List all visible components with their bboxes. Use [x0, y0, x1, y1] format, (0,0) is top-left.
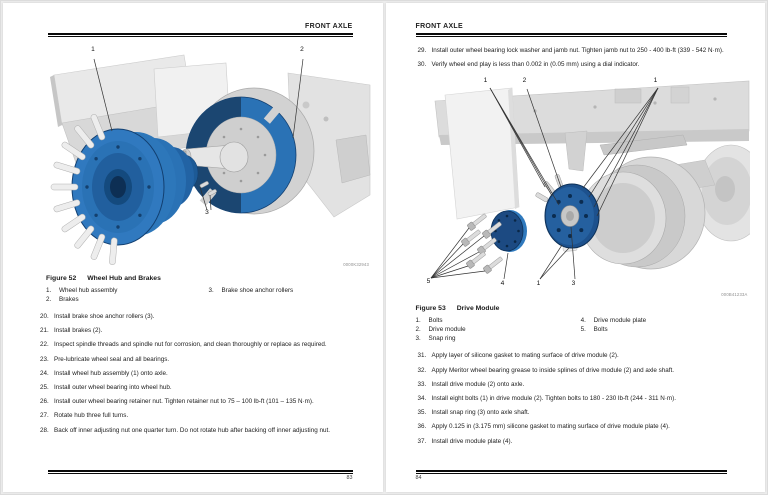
step-text: Install eight bolts (1) in drive module (2). Tighten bolts to 180 - 230 lb-ft (244 - 311 N·m). — [431, 394, 677, 402]
page-header-left: FRONT AXLE — [305, 23, 353, 30]
footer-rule — [416, 470, 728, 473]
procedure-step — [40, 327, 357, 335]
procedure-step — [40, 356, 357, 364]
step-text: Inspect spindle threads and spindle nut for corrosion, and clean thoroughly or replace as required. — [54, 341, 327, 349]
step-number: 31. — [417, 352, 427, 360]
callout-3: 3 — [205, 209, 209, 216]
figure-image-id: 0000K32943 — [343, 262, 369, 267]
figure-53-caption — [416, 305, 728, 312]
legend-item-text: Wheel hub assembly — [59, 287, 118, 294]
step-text: Install drive module (2) onto axle. — [431, 380, 525, 388]
page-header-right: FRONT AXLE — [415, 23, 463, 30]
step-text: Install drive module plate (4). — [431, 437, 513, 445]
step-number: 32. — [417, 366, 427, 374]
figure-52-caption — [46, 275, 353, 282]
legend-item-text: Snap ring — [428, 335, 456, 343]
mud-flap — [445, 88, 519, 219]
step-number: 25. — [40, 383, 49, 391]
step-text: Install snap ring (3) onto axle shaft. — [431, 409, 530, 417]
step-text: Apply layer of silicone gasket to mating surface of drive module (2). — [431, 352, 619, 360]
legend-column-1 — [46, 286, 208, 304]
legend-item — [46, 286, 208, 295]
step-number: 37. — [417, 437, 427, 445]
legend-column-2 — [208, 286, 352, 304]
step-text: Verify wheel end play is less than 0.002 in (0.05 mm) using a dial indicator. — [431, 61, 640, 69]
legend-item-text: Drive module — [428, 326, 466, 334]
legend-item — [581, 325, 727, 334]
figure-image-id: 000B41233A — [721, 292, 748, 298]
figure-title: Wheel Hub and Brakes — [87, 275, 161, 282]
step-number: 34. — [417, 394, 427, 402]
drive-module — [535, 174, 599, 248]
step-number: 33. — [417, 380, 427, 388]
legend-item-text: Bolts — [428, 317, 443, 325]
legend-item — [416, 316, 581, 325]
step-number: 35. — [417, 409, 427, 417]
legend-item-number: 3. — [415, 335, 421, 343]
callout-5: 5 — [426, 278, 431, 286]
step-number: 26. — [40, 398, 49, 406]
step-text: Install brakes (2). — [54, 327, 103, 335]
page-right — [386, 3, 766, 492]
legend-item-number: 2. — [415, 326, 421, 334]
figure-label: Figure 52 — [46, 275, 77, 282]
header-rule — [48, 33, 353, 37]
step-number: 28. — [40, 426, 49, 434]
legend-item — [416, 334, 581, 343]
callout-2: 2 — [300, 46, 304, 53]
procedure-step — [418, 352, 736, 360]
step-text: Install outer wheel bearing lock washer and jamb nut. Tighten jamb nut to 250 - 400 lb-ft (339 - 542 N·m). — [431, 47, 724, 54]
callout-2: 2 — [522, 77, 527, 85]
legend-column-1 — [416, 316, 581, 343]
step-text: Install outer wheel bearing into wheel hub. — [54, 383, 172, 391]
procedure-step — [418, 381, 736, 389]
procedure-steps-20-28 — [40, 313, 357, 434]
callout-3: 3 — [571, 280, 576, 288]
page-left — [3, 3, 383, 492]
legend-item-number: 3. — [208, 287, 214, 294]
procedure-step — [40, 370, 357, 378]
step-text: Apply 0.125 in (3.175 mm) silicone gasket to mating surface of drive module plate (4). — [431, 423, 670, 431]
procedure-step — [40, 384, 357, 392]
legend-item-text: Brake shoe anchor rollers — [221, 287, 294, 294]
callout-1a: 1 — [483, 77, 488, 85]
figure-53-legend — [416, 316, 728, 343]
step-text: Install brake shoe anchor rollers (3). — [54, 313, 155, 320]
callout-1c: 1 — [536, 280, 541, 288]
procedure-step — [40, 313, 357, 321]
figure-title: Drive Module — [456, 305, 500, 313]
callout-4: 4 — [500, 280, 505, 288]
page-footer-right — [416, 470, 728, 481]
procedure-step — [418, 367, 736, 375]
legend-item-text: Bolts — [593, 326, 608, 334]
step-number: 30. — [417, 61, 427, 69]
legend-item-number: 1. — [415, 317, 421, 325]
procedure-step — [418, 423, 736, 431]
step-text: Install outer wheel bearing retainer nut. Tighten retainer nut to 75 – 100 lb-ft (101 – 135 N·m). — [54, 398, 314, 406]
procedure-step — [418, 61, 736, 69]
legend-item — [208, 286, 352, 295]
legend-column-2 — [581, 316, 727, 343]
legend-item-number: 1. — [46, 287, 52, 294]
step-number: 22. — [40, 341, 49, 349]
step-number: 29. — [417, 47, 427, 54]
figure-label: Figure 53 — [415, 305, 446, 313]
figure-53-illustration — [415, 75, 750, 299]
legend-item — [416, 325, 581, 334]
drive-module-drawing — [415, 75, 750, 299]
procedure-step — [40, 427, 357, 435]
step-number: 27. — [40, 412, 49, 420]
step-text: Apply Meritor wheel bearing grease to inside splines of drive module (2) and axle shaft. — [431, 366, 675, 374]
callout-1b: 1 — [653, 77, 658, 85]
legend-item-number: 4. — [580, 317, 586, 325]
procedure-step — [418, 395, 736, 403]
header-rule — [416, 33, 728, 37]
page-number: 83 — [346, 475, 353, 481]
figure-52-legend — [46, 286, 353, 304]
procedure-step — [418, 409, 736, 417]
legend-item — [46, 295, 208, 304]
step-text: Back off inner adjusting nut one quarter turn. Do not rotate hub after backing off inner adjusting nut. — [54, 426, 330, 434]
procedure-steps-31-37 — [418, 352, 736, 445]
drive-module-plate — [491, 210, 527, 252]
callout-1: 1 — [91, 46, 95, 53]
legend-item — [581, 316, 727, 325]
legend-item-number: 5. — [580, 326, 586, 334]
procedure-step — [40, 341, 357, 349]
legend-item-text: Brakes — [59, 296, 79, 303]
legend-item-text: Drive module plate — [593, 317, 647, 325]
step-text: Pre-lubricate wheel seal and all bearings. — [54, 355, 170, 363]
procedure-step — [40, 398, 357, 406]
legend-item-number: 2. — [46, 296, 52, 303]
page-footer-left — [48, 470, 353, 481]
page-number: 84 — [415, 475, 422, 481]
step-number: 23. — [40, 355, 49, 363]
figure-52-illustration — [36, 45, 371, 269]
procedure-step — [40, 412, 357, 420]
step-number: 36. — [417, 423, 427, 431]
footer-rule — [48, 470, 353, 473]
procedure-step — [418, 438, 736, 446]
step-number: 20. — [40, 313, 49, 320]
step-text: Rotate hub three full turns. — [54, 412, 129, 420]
procedure-step — [418, 47, 736, 55]
procedure-steps-29-30 — [418, 47, 736, 69]
step-number: 24. — [40, 369, 49, 377]
wheel-hub-brakes-drawing — [36, 45, 371, 269]
step-number: 21. — [40, 327, 49, 335]
step-text: Install wheel hub assembly (1) onto axle. — [54, 369, 168, 377]
